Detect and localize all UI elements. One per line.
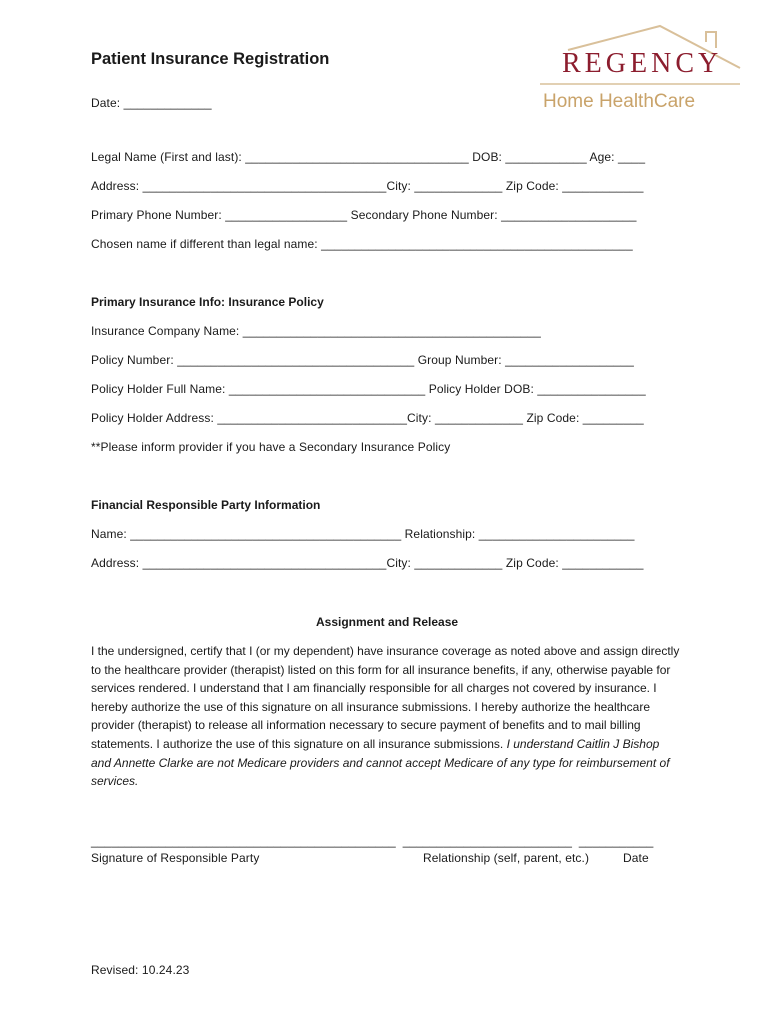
signature-label: Signature of Responsible Party: [91, 851, 260, 865]
signature-lines[interactable]: _____________________________________________ _________________________ ___________: [91, 834, 654, 848]
assignment-heading: Assignment and Release: [316, 615, 459, 629]
revised-date: Revised: 10.24.23: [91, 963, 190, 977]
regency-logo: [510, 20, 742, 118]
phone-numbers-field[interactable]: Primary Phone Number: __________________ Secondary Phone Number: ____________________: [91, 208, 637, 222]
logo-wordmark: REGENCY: [562, 48, 723, 79]
assignment-paragraph: [91, 642, 681, 791]
policy-holder-name-dob-field[interactable]: Policy Holder Full Name: _____________________________ Policy Holder DOB: ________________: [91, 382, 646, 396]
policy-holder-address-field[interactable]: Policy Holder Address: ____________________________City: _____________ Zip Code: _________: [91, 411, 644, 425]
insurance-company-field[interactable]: Insurance Company Name: ____________________________________________: [91, 324, 541, 338]
chosen-name-field[interactable]: Chosen name if different than legal name: ______________________________________________: [91, 237, 633, 251]
responsible-party-address-field[interactable]: Address: ____________________________________City: _____________ Zip Code: ____________: [91, 556, 644, 570]
assignment-body-text: I the undersigned, certify that I (or my dependent) have insurance coverage as noted above and assign directly to the healthcare provider (therapist) listed on this form for all insurance benefits, if any, otherwise payable for services rendered. I understand that I am financially responsible for all charges not covered by insurance. I hereby authorize the use of this signature on all insurance submissions. I hereby authorize the healthcare provider (therapist) to release all information necessary to secure payment of benefits and to mail billing statements. I authorize the use of this signature on all insurance submissions.: [91, 644, 680, 751]
insurance-section-heading: Primary Insurance Info: Insurance Policy: [91, 295, 324, 309]
patient-address-field[interactable]: Address: ____________________________________City: _____________ Zip Code: ____________: [91, 179, 644, 193]
secondary-insurance-note: **Please inform provider if you have a Secondary Insurance Policy: [91, 440, 451, 454]
financial-section-heading: Financial Responsible Party Information: [91, 498, 321, 512]
page-title: Patient Insurance Registration: [91, 50, 330, 68]
responsible-party-name-field[interactable]: Name: ________________________________________ Relationship: _______________________: [91, 527, 635, 541]
date-field[interactable]: Date: _____________: [91, 96, 212, 110]
assignment-medicare-notice: I understand Caitlin J Bishop and Annette Clarke are not Medicare providers and cannot accept Medicare of any type for reimbursement of services.: [91, 736, 670, 789]
date-label: Date: [623, 851, 649, 865]
relationship-label: Relationship (self, parent, etc.): [423, 851, 590, 865]
legal-name-dob-age-field[interactable]: Legal Name (First and last): _________________________________ DOB: ____________ Age: ____: [91, 150, 646, 164]
logo-tagline: Home HealthCare: [543, 91, 696, 112]
policy-group-number-field[interactable]: Policy Number: ___________________________________ Group Number: ___________________: [91, 353, 634, 367]
